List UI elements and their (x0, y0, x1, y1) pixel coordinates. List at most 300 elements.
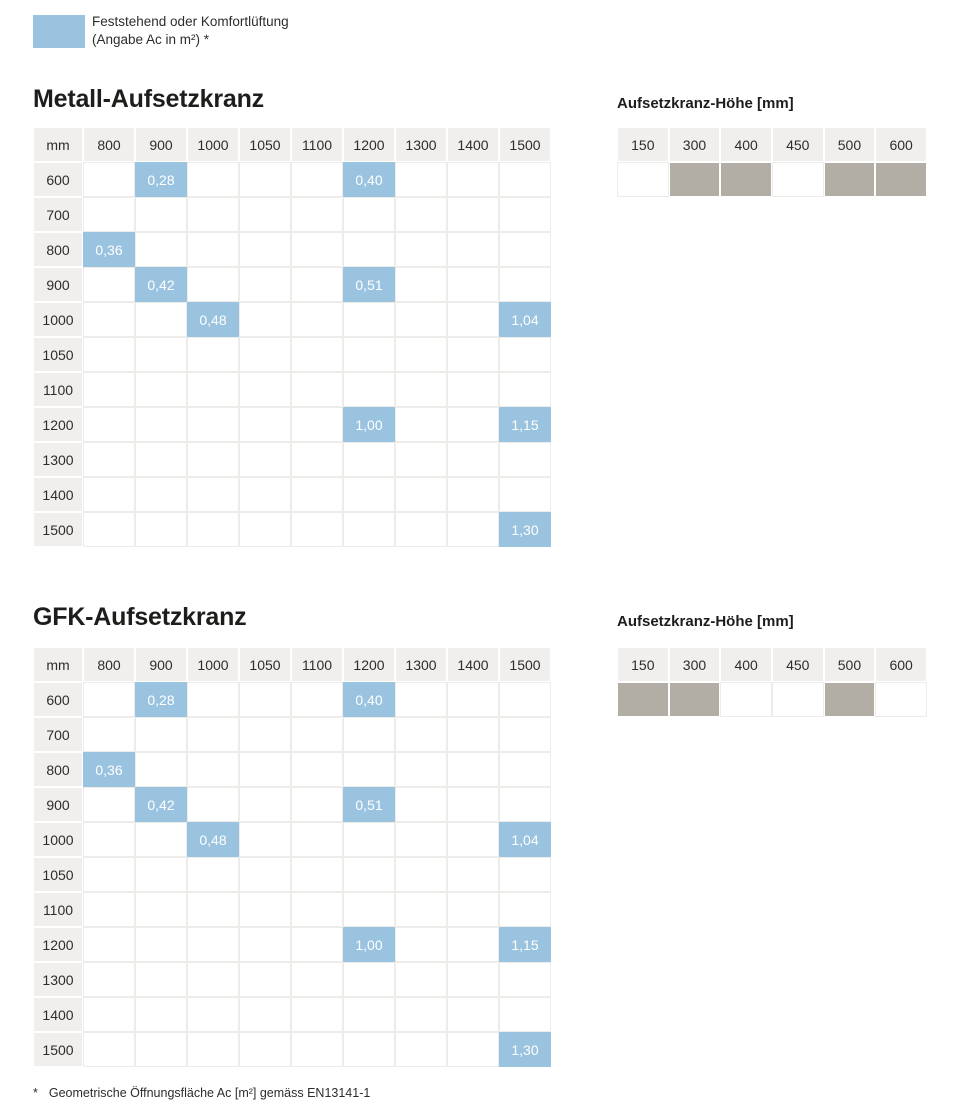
matrix-empty-cell (291, 197, 343, 232)
height-column-header: 500 (824, 127, 876, 162)
matrix-empty-cell (239, 442, 291, 477)
matrix-empty-cell (499, 682, 551, 717)
matrix-column-header: 1500 (499, 127, 551, 162)
matrix-empty-cell (291, 442, 343, 477)
matrix-empty-cell (447, 857, 499, 892)
matrix-empty-cell (499, 717, 551, 752)
matrix-value-cell: 0,51 (343, 787, 395, 822)
matrix-empty-cell (447, 407, 499, 442)
matrix-value-cell: 0,36 (83, 232, 135, 267)
matrix-empty-cell (343, 822, 395, 857)
matrix-empty-cell (83, 787, 135, 822)
height-unavailable-cell (720, 682, 772, 717)
matrix-empty-cell (499, 337, 551, 372)
matrix-column-header: 900 (135, 127, 187, 162)
matrix-empty-cell (395, 997, 447, 1032)
matrix-empty-cell (135, 232, 187, 267)
matrix-value-cell: 1,15 (499, 407, 551, 442)
matrix-empty-cell (395, 372, 447, 407)
matrix-empty-cell (343, 857, 395, 892)
matrix-empty-cell (291, 962, 343, 997)
matrix-empty-cell (343, 997, 395, 1032)
matrix-value-cell: 1,00 (343, 407, 395, 442)
matrix-empty-cell (343, 302, 395, 337)
height-column-header: 500 (824, 647, 876, 682)
matrix-empty-cell (187, 372, 239, 407)
matrix-empty-cell (135, 372, 187, 407)
height-column-header: 450 (772, 647, 824, 682)
matrix-row (33, 372, 551, 407)
matrix-empty-cell (291, 717, 343, 752)
matrix-row (33, 477, 551, 512)
matrix-row (33, 682, 551, 717)
matrix-empty-cell (343, 752, 395, 787)
matrix-empty-cell (395, 857, 447, 892)
height-available-cell (669, 162, 721, 197)
height-available-cell (824, 162, 876, 197)
matrix-table (33, 127, 551, 547)
matrix-column-header: 1100 (291, 647, 343, 682)
matrix-empty-cell (239, 337, 291, 372)
matrix-empty-cell (499, 857, 551, 892)
height-header-row (617, 647, 927, 682)
matrix-empty-cell (447, 927, 499, 962)
matrix-empty-cell (239, 512, 291, 547)
matrix-empty-cell (239, 302, 291, 337)
height-availability-row (617, 162, 927, 197)
matrix-empty-cell (291, 997, 343, 1032)
matrix-empty-cell (187, 1032, 239, 1067)
matrix-empty-cell (83, 477, 135, 512)
matrix-empty-cell (499, 232, 551, 267)
matrix-empty-cell (343, 337, 395, 372)
matrix-row-header: 700 (33, 197, 83, 232)
matrix-empty-cell (395, 407, 447, 442)
matrix-value-cell: 0,28 (135, 162, 187, 197)
matrix-row (33, 752, 551, 787)
matrix-empty-cell (83, 337, 135, 372)
matrix-empty-cell (187, 512, 239, 547)
matrix-empty-cell (83, 162, 135, 197)
matrix-empty-cell (135, 717, 187, 752)
matrix-empty-cell (239, 232, 291, 267)
matrix-empty-cell (291, 822, 343, 857)
legend-color-swatch (33, 15, 85, 48)
height-table (617, 127, 927, 197)
matrix-empty-cell (291, 337, 343, 372)
matrix-empty-cell (187, 962, 239, 997)
matrix-empty-cell (395, 442, 447, 477)
matrix-empty-cell (291, 302, 343, 337)
matrix-empty-cell (447, 232, 499, 267)
height-unavailable-cell (772, 682, 824, 717)
matrix-empty-cell (135, 962, 187, 997)
matrix-row (33, 857, 551, 892)
matrix-empty-cell (135, 477, 187, 512)
matrix-empty-cell (291, 162, 343, 197)
matrix-empty-cell (187, 267, 239, 302)
matrix-empty-cell (395, 302, 447, 337)
matrix-empty-cell (239, 1032, 291, 1067)
matrix-empty-cell (83, 512, 135, 547)
matrix-row-header: 1300 (33, 962, 83, 997)
matrix-empty-cell (83, 682, 135, 717)
matrix-empty-cell (447, 717, 499, 752)
matrix-row-header: 1000 (33, 302, 83, 337)
matrix-empty-cell (395, 337, 447, 372)
matrix-empty-cell (447, 162, 499, 197)
matrix-empty-cell (343, 372, 395, 407)
matrix-empty-cell (395, 1032, 447, 1067)
matrix-empty-cell (343, 962, 395, 997)
matrix-empty-cell (291, 477, 343, 512)
height-column-header: 150 (617, 127, 669, 162)
matrix-row-header: 1000 (33, 822, 83, 857)
matrix-empty-cell (447, 477, 499, 512)
matrix-empty-cell (447, 1032, 499, 1067)
matrix-empty-cell (135, 927, 187, 962)
matrix-value-cell: 0,42 (135, 787, 187, 822)
matrix-empty-cell (187, 477, 239, 512)
matrix-empty-cell (239, 927, 291, 962)
matrix-empty-cell (135, 197, 187, 232)
matrix-row (33, 232, 551, 267)
matrix-row (33, 962, 551, 997)
matrix-row-header: 800 (33, 232, 83, 267)
section-title-metall: Metall-Aufsetzkranz (33, 85, 264, 113)
matrix-column-header: 1300 (395, 127, 447, 162)
matrix-row (33, 512, 551, 547)
matrix-empty-cell (395, 822, 447, 857)
matrix-empty-cell (395, 267, 447, 302)
matrix-empty-cell (187, 857, 239, 892)
matrix-empty-cell (447, 892, 499, 927)
matrix-empty-cell (239, 407, 291, 442)
matrix-row (33, 997, 551, 1032)
matrix-empty-cell (447, 197, 499, 232)
height-table-title-metall: Aufsetzkranz-Höhe [mm] (617, 95, 794, 112)
matrix-empty-cell (187, 232, 239, 267)
matrix-row (33, 407, 551, 442)
matrix-empty-cell (239, 717, 291, 752)
matrix-empty-cell (239, 197, 291, 232)
height-unavailable-cell (772, 162, 824, 197)
matrix-empty-cell (499, 752, 551, 787)
footnote-text: Geometrische Öffnungsfläche Ac [m²] gemäss EN13141-1 (48, 1086, 371, 1100)
matrix-empty-cell (83, 372, 135, 407)
matrix-empty-cell (291, 892, 343, 927)
matrix-empty-cell (291, 752, 343, 787)
matrix-empty-cell (187, 892, 239, 927)
height-column-header: 400 (720, 647, 772, 682)
matrix-value-cell: 0,28 (135, 682, 187, 717)
matrix-row-header: 600 (33, 682, 83, 717)
matrix-empty-cell (135, 752, 187, 787)
matrix-header-row (33, 127, 551, 162)
height-table-metall (617, 127, 927, 197)
height-column-header: 300 (669, 647, 721, 682)
matrix-empty-cell (135, 512, 187, 547)
matrix-empty-cell (83, 267, 135, 302)
matrix-empty-cell (395, 717, 447, 752)
matrix-empty-cell (499, 997, 551, 1032)
matrix-row-header: 1200 (33, 927, 83, 962)
matrix-row-header: 1050 (33, 337, 83, 372)
matrix-empty-cell (83, 442, 135, 477)
matrix-row-header: 600 (33, 162, 83, 197)
matrix-empty-cell (395, 787, 447, 822)
matrix-column-header: 1000 (187, 127, 239, 162)
matrix-empty-cell (83, 927, 135, 962)
footnote-marker: * (33, 1086, 38, 1100)
matrix-empty-cell (187, 752, 239, 787)
matrix-row-header: 1500 (33, 512, 83, 547)
matrix-empty-cell (291, 927, 343, 962)
matrix-column-header: 800 (83, 127, 135, 162)
matrix-empty-cell (135, 997, 187, 1032)
matrix-row-header: 800 (33, 752, 83, 787)
matrix-row (33, 302, 551, 337)
matrix-row-header: 1200 (33, 407, 83, 442)
height-available-cell (824, 682, 876, 717)
matrix-empty-cell (291, 1032, 343, 1067)
matrix-empty-cell (291, 407, 343, 442)
matrix-empty-cell (499, 442, 551, 477)
matrix-column-header: 1300 (395, 647, 447, 682)
matrix-value-cell: 0,40 (343, 682, 395, 717)
matrix-empty-cell (83, 892, 135, 927)
matrix-row (33, 892, 551, 927)
matrix-row (33, 162, 551, 197)
matrix-empty-cell (239, 857, 291, 892)
matrix-empty-cell (187, 927, 239, 962)
matrix-empty-cell (499, 197, 551, 232)
matrix-value-cell: 0,48 (187, 822, 239, 857)
height-table-title-gfk: Aufsetzkranz-Höhe [mm] (617, 613, 794, 630)
height-column-header: 600 (875, 647, 927, 682)
matrix-row (33, 717, 551, 752)
matrix-empty-cell (499, 892, 551, 927)
matrix-empty-cell (239, 162, 291, 197)
height-available-cell (669, 682, 721, 717)
matrix-value-cell: 1,15 (499, 927, 551, 962)
matrix-row (33, 927, 551, 962)
matrix-row (33, 267, 551, 302)
matrix-empty-cell (135, 337, 187, 372)
matrix-empty-cell (447, 267, 499, 302)
matrix-empty-cell (395, 162, 447, 197)
matrix-empty-cell (291, 682, 343, 717)
matrix-row (33, 442, 551, 477)
matrix-row-header: 1500 (33, 1032, 83, 1067)
matrix-table (33, 647, 551, 1067)
matrix-empty-cell (83, 997, 135, 1032)
height-unavailable-cell (875, 682, 927, 717)
matrix-empty-cell (239, 267, 291, 302)
matrix-row-header: 1100 (33, 892, 83, 927)
matrix-empty-cell (499, 477, 551, 512)
matrix-value-cell: 0,48 (187, 302, 239, 337)
matrix-empty-cell (447, 962, 499, 997)
matrix-empty-cell (395, 962, 447, 997)
matrix-empty-cell (447, 787, 499, 822)
matrix-empty-cell (395, 892, 447, 927)
matrix-empty-cell (187, 162, 239, 197)
matrix-empty-cell (343, 232, 395, 267)
matrix-empty-cell (291, 787, 343, 822)
matrix-empty-cell (83, 407, 135, 442)
matrix-header-row (33, 647, 551, 682)
matrix-empty-cell (187, 997, 239, 1032)
matrix-value-cell: 1,04 (499, 302, 551, 337)
matrix-empty-cell (239, 892, 291, 927)
matrix-column-header: 1050 (239, 127, 291, 162)
matrix-empty-cell (343, 717, 395, 752)
matrix-column-header: 800 (83, 647, 135, 682)
matrix-empty-cell (135, 442, 187, 477)
matrix-value-cell: 1,00 (343, 927, 395, 962)
matrix-row-header: 1400 (33, 997, 83, 1032)
matrix-row-header: 1100 (33, 372, 83, 407)
matrix-empty-cell (291, 857, 343, 892)
matrix-row (33, 1032, 551, 1067)
matrix-row-header: 900 (33, 267, 83, 302)
legend-label (92, 13, 289, 49)
matrix-empty-cell (343, 477, 395, 512)
height-column-header: 150 (617, 647, 669, 682)
height-table (617, 647, 927, 717)
matrix-value-cell: 0,40 (343, 162, 395, 197)
matrix-empty-cell (499, 267, 551, 302)
section-title-gfk: GFK-Aufsetzkranz (33, 603, 247, 631)
matrix-empty-cell (239, 372, 291, 407)
height-available-cell (617, 682, 669, 717)
matrix-row (33, 787, 551, 822)
matrix-empty-cell (135, 857, 187, 892)
dimension-matrix-gfk (33, 647, 551, 1067)
matrix-empty-cell (187, 197, 239, 232)
matrix-empty-cell (447, 337, 499, 372)
matrix-empty-cell (239, 997, 291, 1032)
legend-label-line1: Feststehend oder Komfortlüftung (92, 14, 289, 29)
height-header-row (617, 127, 927, 162)
matrix-empty-cell (343, 442, 395, 477)
legend-label-line2: (Angabe Ac in m²) * (92, 32, 210, 47)
matrix-empty-cell (291, 232, 343, 267)
matrix-column-header: 1400 (447, 647, 499, 682)
matrix-column-header: 1500 (499, 647, 551, 682)
matrix-empty-cell (395, 232, 447, 267)
matrix-column-header: 1200 (343, 127, 395, 162)
matrix-row (33, 197, 551, 232)
matrix-empty-cell (499, 372, 551, 407)
matrix-row-header: 1400 (33, 477, 83, 512)
matrix-column-header: 1100 (291, 127, 343, 162)
height-table-gfk (617, 647, 927, 717)
matrix-empty-cell (83, 822, 135, 857)
matrix-empty-cell (135, 1032, 187, 1067)
matrix-empty-cell (135, 892, 187, 927)
matrix-empty-cell (447, 442, 499, 477)
matrix-value-cell: 0,42 (135, 267, 187, 302)
matrix-row (33, 822, 551, 857)
matrix-empty-cell (343, 512, 395, 547)
matrix-empty-cell (83, 1032, 135, 1067)
matrix-column-header: 900 (135, 647, 187, 682)
matrix-empty-cell (499, 787, 551, 822)
matrix-corner-label: mm (33, 127, 83, 162)
matrix-empty-cell (187, 717, 239, 752)
matrix-empty-cell (447, 302, 499, 337)
matrix-empty-cell (187, 682, 239, 717)
matrix-row-header: 700 (33, 717, 83, 752)
matrix-empty-cell (447, 512, 499, 547)
height-column-header: 300 (669, 127, 721, 162)
matrix-empty-cell (395, 682, 447, 717)
matrix-value-cell: 1,04 (499, 822, 551, 857)
matrix-empty-cell (187, 407, 239, 442)
matrix-empty-cell (395, 477, 447, 512)
matrix-empty-cell (499, 162, 551, 197)
matrix-empty-cell (239, 822, 291, 857)
matrix-empty-cell (187, 787, 239, 822)
matrix-empty-cell (499, 962, 551, 997)
matrix-empty-cell (83, 302, 135, 337)
height-column-header: 400 (720, 127, 772, 162)
matrix-empty-cell (395, 197, 447, 232)
matrix-column-header: 1400 (447, 127, 499, 162)
matrix-empty-cell (83, 857, 135, 892)
matrix-empty-cell (239, 962, 291, 997)
matrix-empty-cell (395, 752, 447, 787)
matrix-column-header: 1200 (343, 647, 395, 682)
matrix-empty-cell (239, 477, 291, 512)
height-availability-row (617, 682, 927, 717)
matrix-empty-cell (187, 442, 239, 477)
matrix-value-cell: 0,36 (83, 752, 135, 787)
matrix-empty-cell (291, 512, 343, 547)
matrix-empty-cell (447, 372, 499, 407)
matrix-empty-cell (343, 892, 395, 927)
height-available-cell (875, 162, 927, 197)
matrix-empty-cell (447, 752, 499, 787)
matrix-empty-cell (135, 302, 187, 337)
matrix-empty-cell (291, 372, 343, 407)
matrix-column-header: 1000 (187, 647, 239, 682)
matrix-empty-cell (239, 682, 291, 717)
matrix-empty-cell (447, 997, 499, 1032)
height-unavailable-cell (617, 162, 669, 197)
matrix-empty-cell (83, 197, 135, 232)
matrix-empty-cell (343, 1032, 395, 1067)
matrix-empty-cell (343, 197, 395, 232)
matrix-empty-cell (239, 787, 291, 822)
matrix-empty-cell (395, 512, 447, 547)
height-column-header: 450 (772, 127, 824, 162)
matrix-empty-cell (187, 337, 239, 372)
height-column-header: 600 (875, 127, 927, 162)
matrix-row-header: 1300 (33, 442, 83, 477)
matrix-empty-cell (239, 752, 291, 787)
matrix-value-cell: 1,30 (499, 512, 551, 547)
matrix-empty-cell (447, 822, 499, 857)
matrix-empty-cell (135, 407, 187, 442)
footnote (33, 1086, 370, 1100)
matrix-value-cell: 0,51 (343, 267, 395, 302)
matrix-empty-cell (83, 717, 135, 752)
height-available-cell (720, 162, 772, 197)
matrix-row-header: 1050 (33, 857, 83, 892)
